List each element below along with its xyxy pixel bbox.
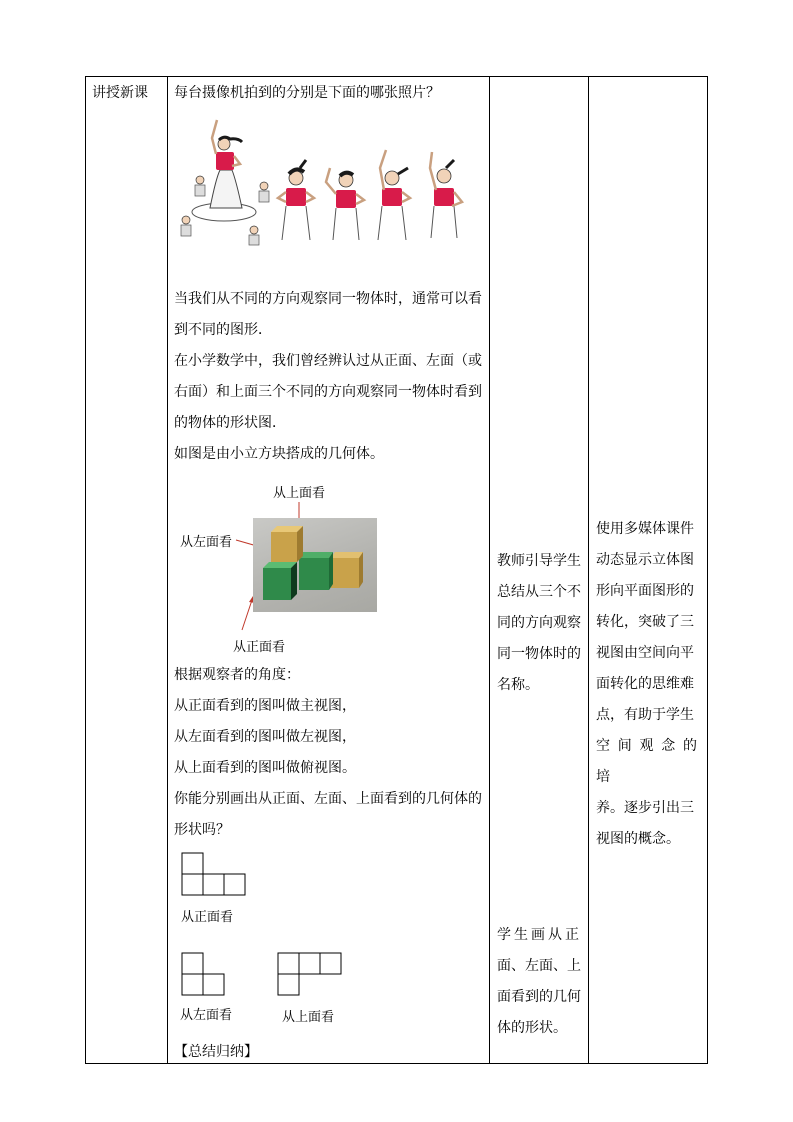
summary-heading: 【总结归纳】 xyxy=(174,1044,258,1060)
teacher-guide-line: 教师引导学生 xyxy=(497,553,581,569)
view-line: 根据观察者的角度： xyxy=(174,667,300,683)
teacher-guide-text xyxy=(497,546,583,701)
student-activity-line: 学生画从正 xyxy=(497,927,582,943)
teacher-guide-line: 同的方向观察 xyxy=(497,615,581,631)
table-border-right xyxy=(707,76,708,1064)
front-view-square xyxy=(182,874,203,895)
intro-line: 到不同的图形． xyxy=(174,322,272,338)
photo-dancer-2 xyxy=(326,168,364,240)
design-intent-line: 点，有助于学生 xyxy=(596,707,694,723)
cube-green-front xyxy=(263,562,297,600)
photo-dancer-1 xyxy=(278,160,314,240)
table-border-bottom xyxy=(85,1063,708,1064)
design-intent-line: 形向平面图形的 xyxy=(596,583,694,599)
arrow-front xyxy=(242,600,252,630)
camera-person-2 xyxy=(259,182,269,202)
top-view-square xyxy=(299,953,320,974)
intro-line: 的物体的形状图． xyxy=(174,415,286,431)
drawing-label-front: 从正面看 xyxy=(181,910,234,925)
photo-dancer-3 xyxy=(378,150,410,240)
figure-label-left: 从左面看 xyxy=(180,535,233,550)
design-intent-line: 使用多媒体课件 xyxy=(596,521,694,537)
student-activity-line: 面、左面、上 xyxy=(497,958,581,974)
front-view-drawing xyxy=(181,852,247,896)
intro-line: 右面）和上面三个不同的方向观察同一物体时看到 xyxy=(174,384,482,400)
table-divider-2 xyxy=(489,76,490,1064)
view-line: 形状吗？ xyxy=(174,822,230,838)
view-line: 你能分别画出从正面、左面、上面看到的几何体的 xyxy=(174,791,482,807)
front-view-square xyxy=(203,874,224,895)
table-divider-3 xyxy=(588,76,589,1064)
center-dancer xyxy=(192,120,256,221)
teacher-guide-line: 总结从三个不 xyxy=(497,584,581,600)
student-activity-text xyxy=(497,920,583,1044)
design-intent-line: 视图由空间向平 xyxy=(596,645,694,661)
camera-person-4 xyxy=(249,226,259,245)
view-paragraph xyxy=(174,660,486,846)
figure-label-top: 从上面看 xyxy=(273,486,326,501)
cube-photo xyxy=(253,518,377,612)
camera-person-3 xyxy=(181,216,191,236)
student-activity-line: 体的形状。 xyxy=(497,1020,567,1036)
design-intent-line: 养。逐步引出三 xyxy=(596,800,694,816)
top-view-square xyxy=(278,953,299,974)
front-view-square xyxy=(224,874,245,895)
table-divider-1 xyxy=(167,76,168,1064)
front-view-square xyxy=(182,853,203,874)
intro-line: 如图是由小立方块搭成的几何体。 xyxy=(174,446,384,462)
design-intent-line: 视图的概念。 xyxy=(596,831,680,847)
intro-line: 当我们从不同的方向观察同一物体时，通常可以看 xyxy=(174,291,482,307)
teacher-guide-line: 名称。 xyxy=(497,677,539,693)
camera-person-1 xyxy=(195,176,205,196)
table-border-top xyxy=(85,76,708,77)
design-intent-line: 面转化的思维难 xyxy=(596,676,694,692)
drawing-label-top: 从上面看 xyxy=(282,1010,335,1025)
view-line: 从左面看到的图叫做左视图， xyxy=(174,729,356,745)
cube-green-middle xyxy=(299,552,333,590)
dancer-illustration xyxy=(172,108,472,248)
design-intent-line: 空间观念的培 xyxy=(596,738,702,785)
student-activity-line: 面看到的几何 xyxy=(497,989,581,1005)
table-border-left xyxy=(85,76,86,1064)
left-view-drawing xyxy=(181,952,226,996)
view-line: 从正面看到的图叫做主视图， xyxy=(174,698,356,714)
design-intent-text xyxy=(596,514,702,855)
top-view-square xyxy=(278,974,299,995)
cube-gold-right xyxy=(331,552,363,588)
figure-label-front: 从正面看 xyxy=(233,640,286,655)
photo-dancer-4 xyxy=(430,152,462,238)
left-view-square xyxy=(203,974,224,995)
left-view-square xyxy=(182,953,203,974)
top-view-square xyxy=(320,953,341,974)
intro-paragraph xyxy=(174,284,486,470)
top-view-drawing xyxy=(277,952,343,996)
view-line: 从上面看到的图叫做俯视图。 xyxy=(174,760,356,776)
cube-gold-top xyxy=(271,526,303,562)
drawing-label-left: 从左面看 xyxy=(180,1008,233,1023)
design-intent-line: 转化，突破了三 xyxy=(596,614,694,630)
question-text: 每台摄像机拍到的分别是下面的哪张照片？ xyxy=(174,85,440,101)
left-view-square xyxy=(182,974,203,995)
teacher-guide-line: 同一物体时的 xyxy=(497,646,581,662)
design-intent-line: 动态显示立体图 xyxy=(596,552,694,568)
row-label: 讲授新课 xyxy=(92,85,148,101)
intro-line: 在小学数学中，我们曾经辨认过从正面、左面（或 xyxy=(174,353,482,369)
